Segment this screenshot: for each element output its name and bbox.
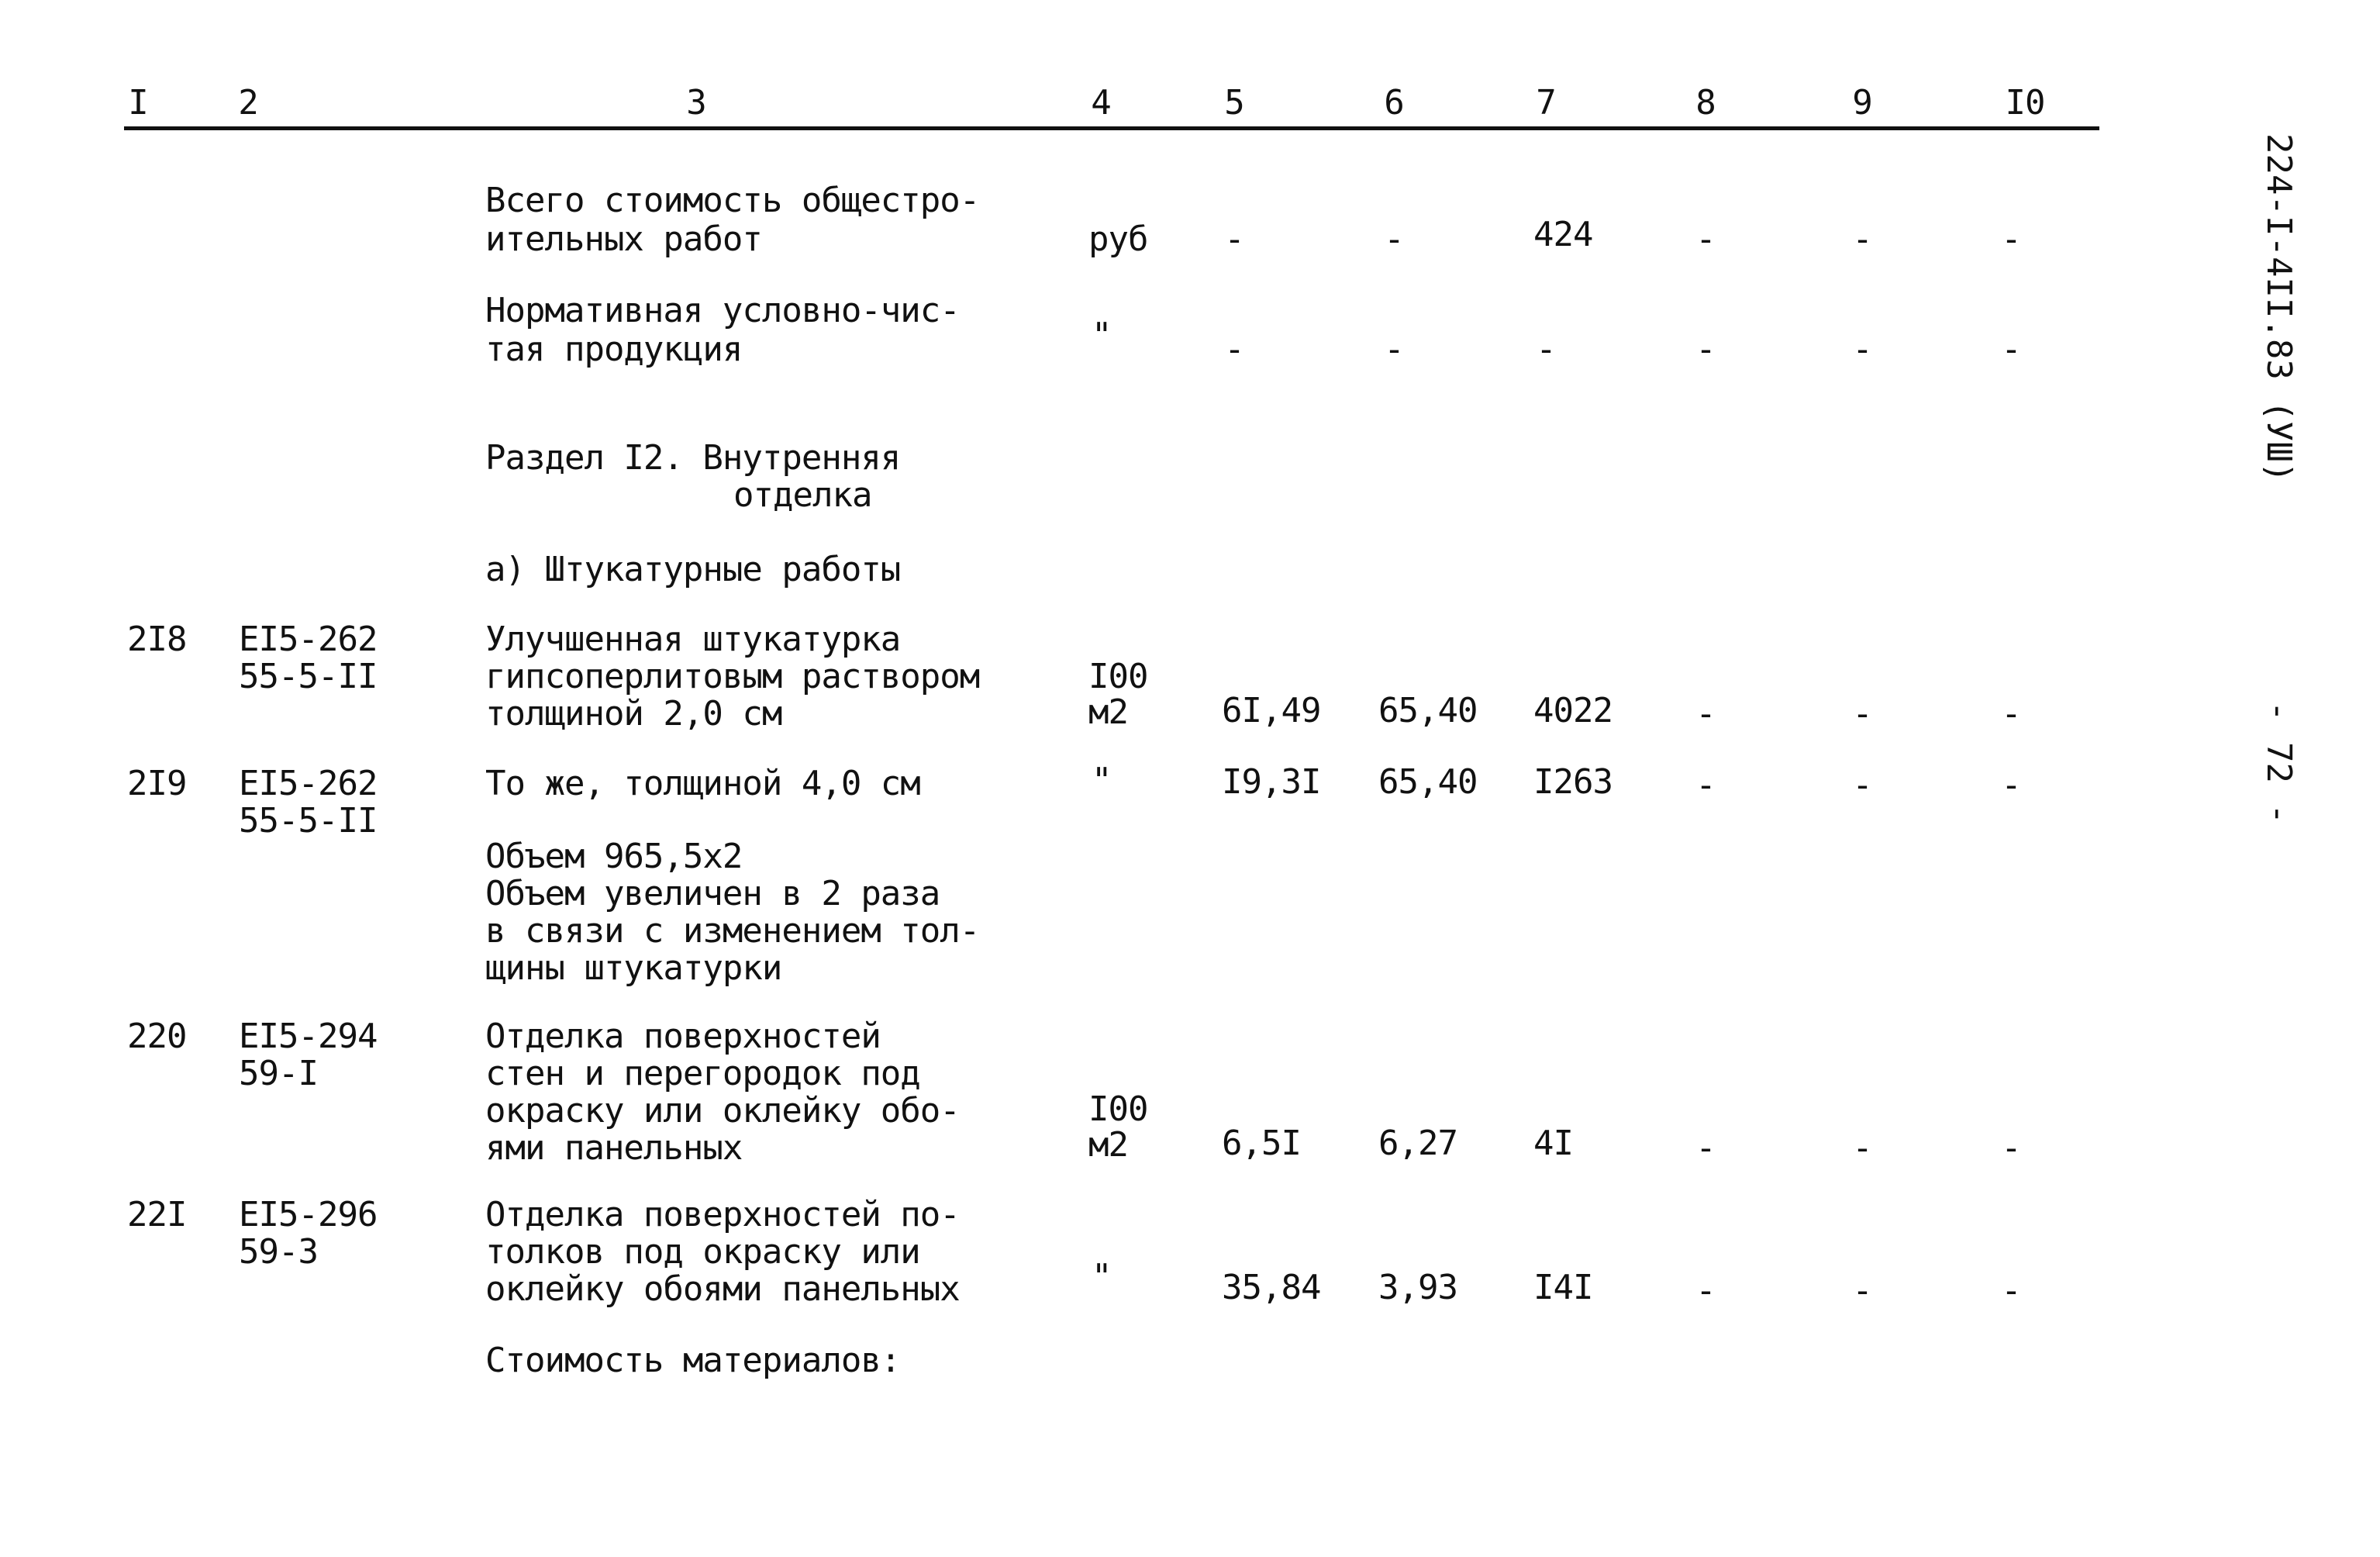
row-unit: руб (1088, 219, 1148, 259)
row-col6: 3,93 (1378, 1268, 1457, 1307)
row-number: 2I8 (127, 620, 187, 659)
row-col5: 6,5I (1222, 1124, 1301, 1163)
document-code: 224-I-4II.83 (УШ) (2259, 133, 2299, 483)
row-description: Отделка поверхностей (485, 1017, 881, 1056)
row-col7: 4I (1533, 1124, 1573, 1163)
row-col8: - (1695, 1128, 1716, 1168)
row-description: ями панельных (485, 1128, 743, 1168)
section-title: Раздел I2. Внутренняя (485, 438, 901, 478)
row-col9: - (1852, 219, 1872, 259)
row-col5: 6I,49 (1222, 691, 1321, 730)
row-description: гипсоперлитовым раствором (485, 657, 980, 696)
row-description: тая продукция (485, 330, 743, 369)
column-header-10: I0 (2005, 83, 2045, 123)
row-col9: - (1852, 694, 1872, 734)
row-number: 220 (127, 1017, 187, 1056)
row-description: То же, толщиной 4,0 см (485, 764, 920, 803)
column-header-7: 7 (1536, 83, 1556, 123)
column-header-1: I (128, 83, 148, 123)
row-unit: I00 (1088, 657, 1148, 696)
column-header-5: 5 (1224, 83, 1244, 123)
column-header-2: 2 (238, 83, 258, 123)
row-col7: 424 (1533, 215, 1593, 254)
note-line: Объем 965,5х2 (485, 837, 743, 876)
row-col10: - (2001, 330, 2021, 369)
column-header-3: 3 (686, 83, 706, 123)
row-col9: - (1852, 1128, 1872, 1168)
row-col8: - (1695, 219, 1716, 259)
subsection-title: а) Штукатурные работы (485, 550, 901, 589)
row-col8: - (1695, 765, 1716, 805)
note-line: щины штукатурки (485, 948, 782, 988)
row-col5: I9,3I (1222, 762, 1321, 802)
row-description: Нормативная условно-чис- (485, 291, 960, 330)
row-col6: 6,27 (1378, 1124, 1457, 1163)
row-code: 59-I (239, 1054, 318, 1093)
row-col7: 4022 (1533, 691, 1613, 730)
row-col6: - (1384, 219, 1404, 259)
row-number: 2I9 (127, 764, 187, 803)
row-col9: - (1852, 765, 1872, 805)
row-description: Улучшенная штукатурка (485, 620, 901, 659)
row-description: Всего стоимость общестро- (485, 181, 980, 220)
row-unit: м2 (1088, 692, 1128, 732)
row-col10: - (2001, 1128, 2021, 1168)
column-header-6: 6 (1384, 83, 1404, 123)
row-col5: - (1224, 219, 1244, 259)
page-number: - 72 - (2259, 701, 2299, 824)
row-col9: - (1852, 330, 1872, 369)
row-col6: - (1384, 330, 1404, 369)
row-description: толков под окраску или (485, 1232, 920, 1272)
row-col10: - (2001, 1271, 2021, 1310)
row-col10: - (2001, 765, 2021, 805)
row-description: стен и перегородок под (485, 1054, 920, 1093)
row-col8: - (1695, 694, 1716, 734)
row-code: 55-5-II (239, 657, 378, 696)
column-header-9: 9 (1852, 83, 1872, 123)
row-col10: - (2001, 219, 2021, 259)
row-col7: I263 (1533, 762, 1613, 802)
row-unit: м2 (1088, 1125, 1128, 1165)
row-col5: - (1224, 330, 1244, 369)
section-title-continued: отделка (733, 475, 872, 515)
header-rule (124, 126, 2099, 130)
column-header-8: 8 (1695, 83, 1716, 123)
row-col10: - (2001, 694, 2021, 734)
row-code: 55-5-II (239, 801, 378, 841)
row-code: EI5-294 (239, 1017, 378, 1056)
row-description: Отделка поверхностей по- (485, 1195, 960, 1234)
row-description: толщиной 2,0 см (485, 694, 782, 734)
column-header-4: 4 (1091, 83, 1111, 123)
row-unit: " (1092, 761, 1112, 800)
row-description: ительных работ (485, 219, 762, 259)
row-unit: I00 (1088, 1089, 1148, 1129)
row-description: оклейку обоями панельных (485, 1269, 960, 1309)
row-col6: 65,40 (1378, 762, 1478, 802)
row-col5: 35,84 (1222, 1268, 1321, 1307)
note-line: Объем увеличен в 2 раза (485, 874, 940, 913)
row-code: EI5-262 (239, 620, 378, 659)
row-col7: I4I (1533, 1268, 1593, 1307)
row-code: EI5-296 (239, 1195, 378, 1234)
row-number: 22I (127, 1195, 187, 1234)
note-line: в связи с изменением тол- (485, 911, 980, 951)
row-col8: - (1695, 1271, 1716, 1310)
row-code: EI5-262 (239, 764, 378, 803)
materials-label: Стоимость материалов: (485, 1341, 901, 1380)
row-description: окраску или оклейку обо- (485, 1091, 960, 1131)
row-code: 59-3 (239, 1232, 318, 1272)
row-col6: 65,40 (1378, 691, 1478, 730)
row-unit: " (1092, 1257, 1112, 1296)
row-col9: - (1852, 1271, 1872, 1310)
row-col7: - (1536, 330, 1556, 369)
row-unit: " (1092, 316, 1112, 355)
row-col8: - (1695, 330, 1716, 369)
